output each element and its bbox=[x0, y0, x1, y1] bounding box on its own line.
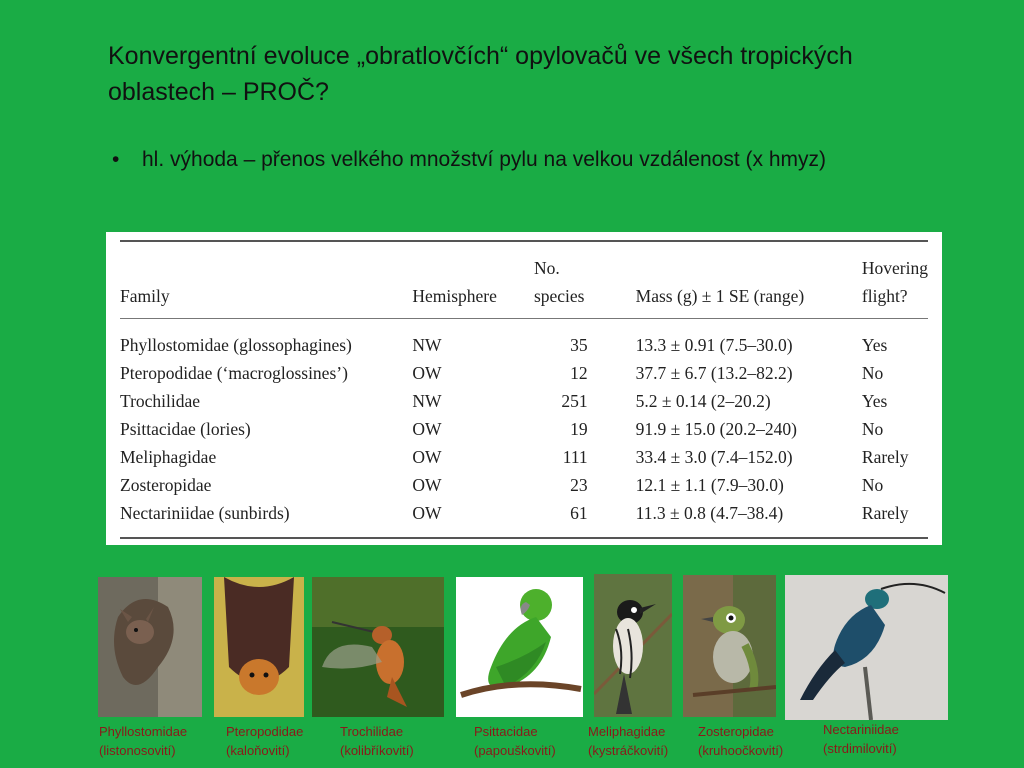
header-species-line1: No. bbox=[533, 258, 560, 278]
photo-trochilidae-hummingbird bbox=[312, 577, 444, 717]
pollinator-table-panel bbox=[106, 232, 942, 545]
cell-family: Nectariniidae (sunbirds) bbox=[120, 502, 290, 523]
caption-line2: (papouškovití) bbox=[474, 743, 556, 758]
caption-line2: (strdimilovití) bbox=[823, 741, 897, 756]
caption-line1: Psittacidae bbox=[474, 724, 538, 739]
cell-hovering: Rarely bbox=[861, 502, 909, 523]
caption-trochilidae bbox=[340, 722, 414, 760]
caption-phyllostomidae bbox=[99, 722, 187, 760]
cell-hemisphere: NW bbox=[412, 334, 442, 355]
photo-psittacidae-parrot bbox=[456, 577, 583, 717]
cell-hovering: No bbox=[861, 418, 884, 439]
cell-family: Trochilidae bbox=[120, 390, 201, 411]
cell-species: 12 bbox=[570, 362, 588, 383]
cell-species: 19 bbox=[570, 418, 588, 439]
caption-line1: Meliphagidae bbox=[588, 724, 666, 739]
cell-mass: 5.2 ± 0.14 (2–20.2) bbox=[635, 390, 771, 411]
caption-zosteropidae bbox=[698, 722, 783, 760]
slide-title: Konvergentní evoluce „obratlovčích“ opylovačů ve všech tropických oblastech – PROČ? bbox=[108, 42, 853, 106]
pollinator-table bbox=[120, 240, 928, 539]
caption-psittacidae bbox=[474, 722, 556, 760]
caption-line2: (kolibříkovití) bbox=[340, 743, 414, 758]
caption-line2: (kystráčkovití) bbox=[588, 743, 669, 758]
cell-hovering: Rarely bbox=[861, 446, 909, 467]
table-row bbox=[120, 443, 928, 471]
header-species-line2: species bbox=[533, 286, 585, 306]
caption-line1: Zosteropidae bbox=[698, 724, 774, 739]
cell-mass: 91.9 ± 15.0 (20.2–240) bbox=[635, 418, 797, 439]
cell-hovering: Yes bbox=[861, 334, 888, 355]
caption-line2: (kruhoočkovití) bbox=[698, 743, 784, 758]
cell-species: 35 bbox=[570, 334, 588, 355]
table-row bbox=[120, 499, 928, 538]
bullet-symbol: • bbox=[112, 148, 120, 171]
cell-family: Pteropodidae (‘macroglossines’) bbox=[120, 362, 348, 383]
cell-species: 23 bbox=[570, 474, 588, 495]
cell-mass: 37.7 ± 6.7 (13.2–82.2) bbox=[635, 362, 793, 383]
header-species bbox=[534, 241, 614, 319]
header-family: Family bbox=[120, 286, 170, 306]
photo-nectariniidae-sunbird bbox=[785, 575, 948, 720]
table-row bbox=[120, 319, 928, 360]
photo-meliphagidae-honeyeater bbox=[594, 574, 672, 717]
photo-phyllostomidae-bat bbox=[98, 577, 202, 717]
cell-mass: 13.3 ± 0.91 (7.5–30.0) bbox=[635, 334, 793, 355]
caption-line1: Trochilidae bbox=[340, 724, 404, 739]
caption-line1: Phyllostomidae bbox=[99, 724, 188, 739]
cell-species: 61 bbox=[570, 502, 588, 523]
header-hovering-line1: Hovering bbox=[861, 258, 928, 278]
cell-family: Phyllostomidae (glossophagines) bbox=[120, 334, 352, 355]
caption-line2: (listonosovití) bbox=[99, 743, 176, 758]
table-row bbox=[120, 415, 928, 443]
photo-zosteropidae-whiteeye bbox=[683, 575, 776, 717]
cell-mass: 33.4 ± 3.0 (7.4–152.0) bbox=[635, 446, 793, 467]
header-mass: Mass (g) ± 1 SE (range) bbox=[635, 286, 805, 306]
cell-hovering: No bbox=[861, 474, 884, 495]
cell-family: Zosteropidae bbox=[120, 474, 212, 495]
cell-hemisphere: OW bbox=[412, 362, 442, 383]
photo-pteropodidae-fruitbat bbox=[214, 577, 304, 717]
caption-pteropodidae bbox=[226, 722, 303, 760]
table-row bbox=[120, 387, 928, 415]
cell-hemisphere: OW bbox=[412, 474, 442, 495]
caption-line1: Nectariniidae bbox=[823, 722, 899, 737]
header-hemisphere: Hemisphere bbox=[412, 286, 497, 306]
bullet-text: hl. výhoda – přenos velkého množství pylu na velkou vzdálenost (x hmyz) bbox=[142, 148, 827, 171]
cell-hemisphere: OW bbox=[412, 446, 442, 467]
header-hovering bbox=[862, 241, 928, 319]
cell-mass: 11.3 ± 0.8 (4.7–38.4) bbox=[635, 502, 784, 523]
table-header-row bbox=[120, 241, 928, 319]
cell-mass: 12.1 ± 1.1 (7.9–30.0) bbox=[635, 474, 784, 495]
cell-family: Psittacidae (lories) bbox=[120, 418, 251, 439]
caption-meliphagidae bbox=[588, 722, 668, 760]
cell-family: Meliphagidae bbox=[120, 446, 217, 467]
caption-nectariniidae bbox=[823, 720, 899, 758]
cell-hemisphere: NW bbox=[412, 390, 442, 411]
cell-hovering: Yes bbox=[861, 390, 888, 411]
header-hovering-line2: flight? bbox=[861, 286, 908, 306]
caption-line2: (kaloňovití) bbox=[226, 743, 290, 758]
cell-species: 111 bbox=[562, 446, 588, 467]
table-row bbox=[120, 471, 928, 499]
cell-species: 251 bbox=[561, 390, 588, 411]
cell-hemisphere: OW bbox=[412, 418, 442, 439]
cell-hovering: No bbox=[861, 362, 884, 383]
cell-hemisphere: OW bbox=[412, 502, 442, 523]
caption-line1: Pteropodidae bbox=[226, 724, 304, 739]
table-row bbox=[120, 359, 928, 387]
